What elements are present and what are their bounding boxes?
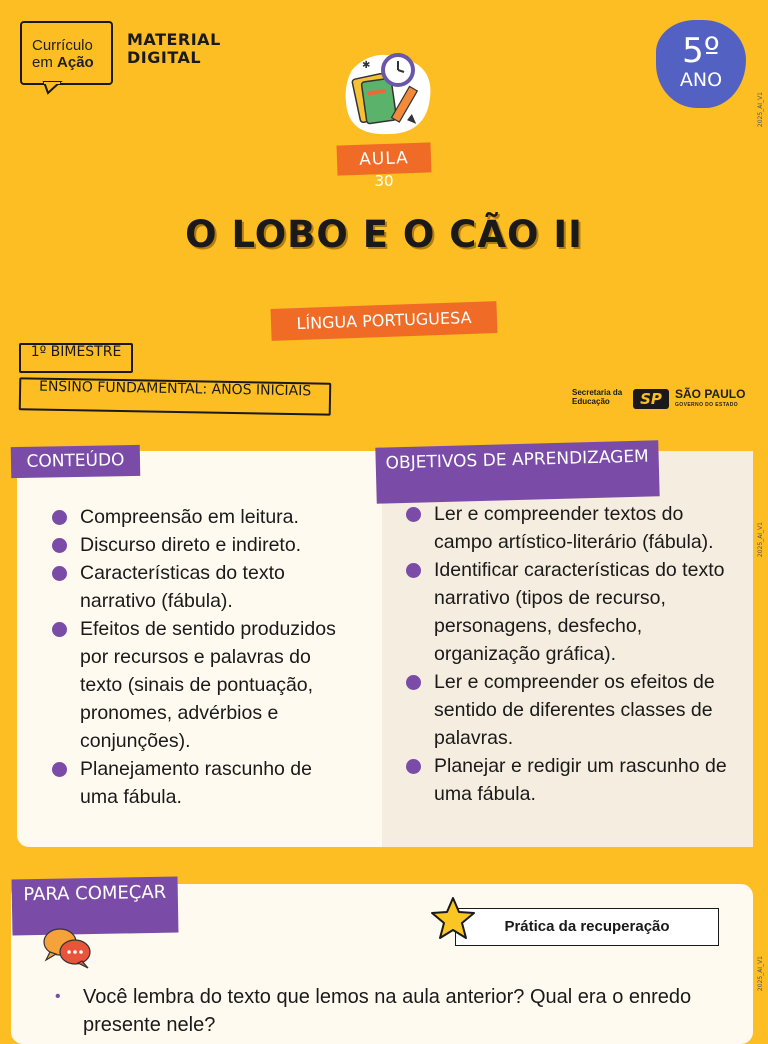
list-item: Planejamento rascunho de uma fábula.: [52, 755, 352, 811]
material-digital-label: MATERIAL DIGITAL: [127, 30, 221, 67]
state-name: SÃO PAULO: [675, 387, 746, 401]
subject-tag: LÍNGUA PORTUGUESA: [271, 301, 498, 341]
bullet-icon: •: [55, 988, 61, 1005]
grade-badge: [656, 20, 746, 108]
page-title: O LOBO E O CÃO II: [185, 213, 583, 256]
list-item: Compreensão em leitura.: [52, 503, 352, 531]
secretaria-label: Secretaria da Educação: [572, 388, 623, 406]
warmup-question: • Você lembra do texto que lemos na aula anterior? Qual era o enredo presente nele?: [55, 983, 695, 1039]
curriculo-em-acao-logo: [20, 21, 113, 85]
ensino-tag: ENSINO FUNDAMENTAL: ANOS INICIAIS: [19, 377, 332, 415]
logo-line2-a: em: [32, 54, 58, 71]
list-item: Ler e compreender textos do campo artístico-literário (fábula).: [406, 500, 736, 556]
side-code: 2025_AI_V1: [757, 956, 764, 992]
gov-label: GOVERNO DO ESTADO: [675, 402, 739, 408]
list-item: Discurso direto e indireto.: [52, 531, 352, 559]
logo-line2-b: Ação: [57, 54, 94, 71]
chat-icon: [42, 928, 92, 970]
list-item: Planejar e redigir um rascunho de uma fábula.: [406, 752, 736, 808]
side-code: 2025_AI_V1: [757, 92, 764, 128]
pratica-recuperacao-label: Prática da recuperação: [455, 908, 719, 946]
para-comecar-heading: PARA COMEÇAR: [12, 877, 179, 936]
conteudo-list: [52, 503, 352, 811]
side-code: 2025_AI_V1: [757, 522, 764, 558]
sao-paulo-logo: [572, 388, 752, 412]
school-supplies-illustration: [342, 50, 434, 136]
grade-number: 5º: [682, 31, 720, 71]
list-item: Ler e compreender os efeitos de sentido de diferentes classes de palavras.: [406, 668, 736, 752]
bimestre-tag: 1º BIMESTRE: [19, 343, 133, 373]
speech-bubble-icon: [44, 82, 60, 94]
list-item: Identificar características do texto narrativo (tipos de recurso, personagens, desfecho, organização gráfica).: [406, 556, 736, 668]
logo-line1: Currículo: [32, 37, 93, 54]
sp-mark: SP: [633, 389, 669, 409]
grade-label: ANO: [679, 69, 723, 91]
conteudo-heading: CONTEÚDO: [11, 445, 141, 478]
objetivos-list: [406, 500, 736, 808]
star-icon: [430, 896, 476, 942]
list-item: Características do texto narrativo (fábula).: [52, 559, 352, 615]
list-item: Efeitos de sentido produzidos por recursos e palavras do texto (sinais de pontuação, pronomes, advérbios e conjunções).: [52, 615, 352, 755]
objetivos-heading: OBJETIVOS DE APRENDIZAGEM: [375, 440, 659, 503]
aula-tag: AULA: [337, 142, 432, 175]
svg-text:✱: ✱: [362, 60, 371, 71]
aula-number: 30: [374, 172, 394, 190]
